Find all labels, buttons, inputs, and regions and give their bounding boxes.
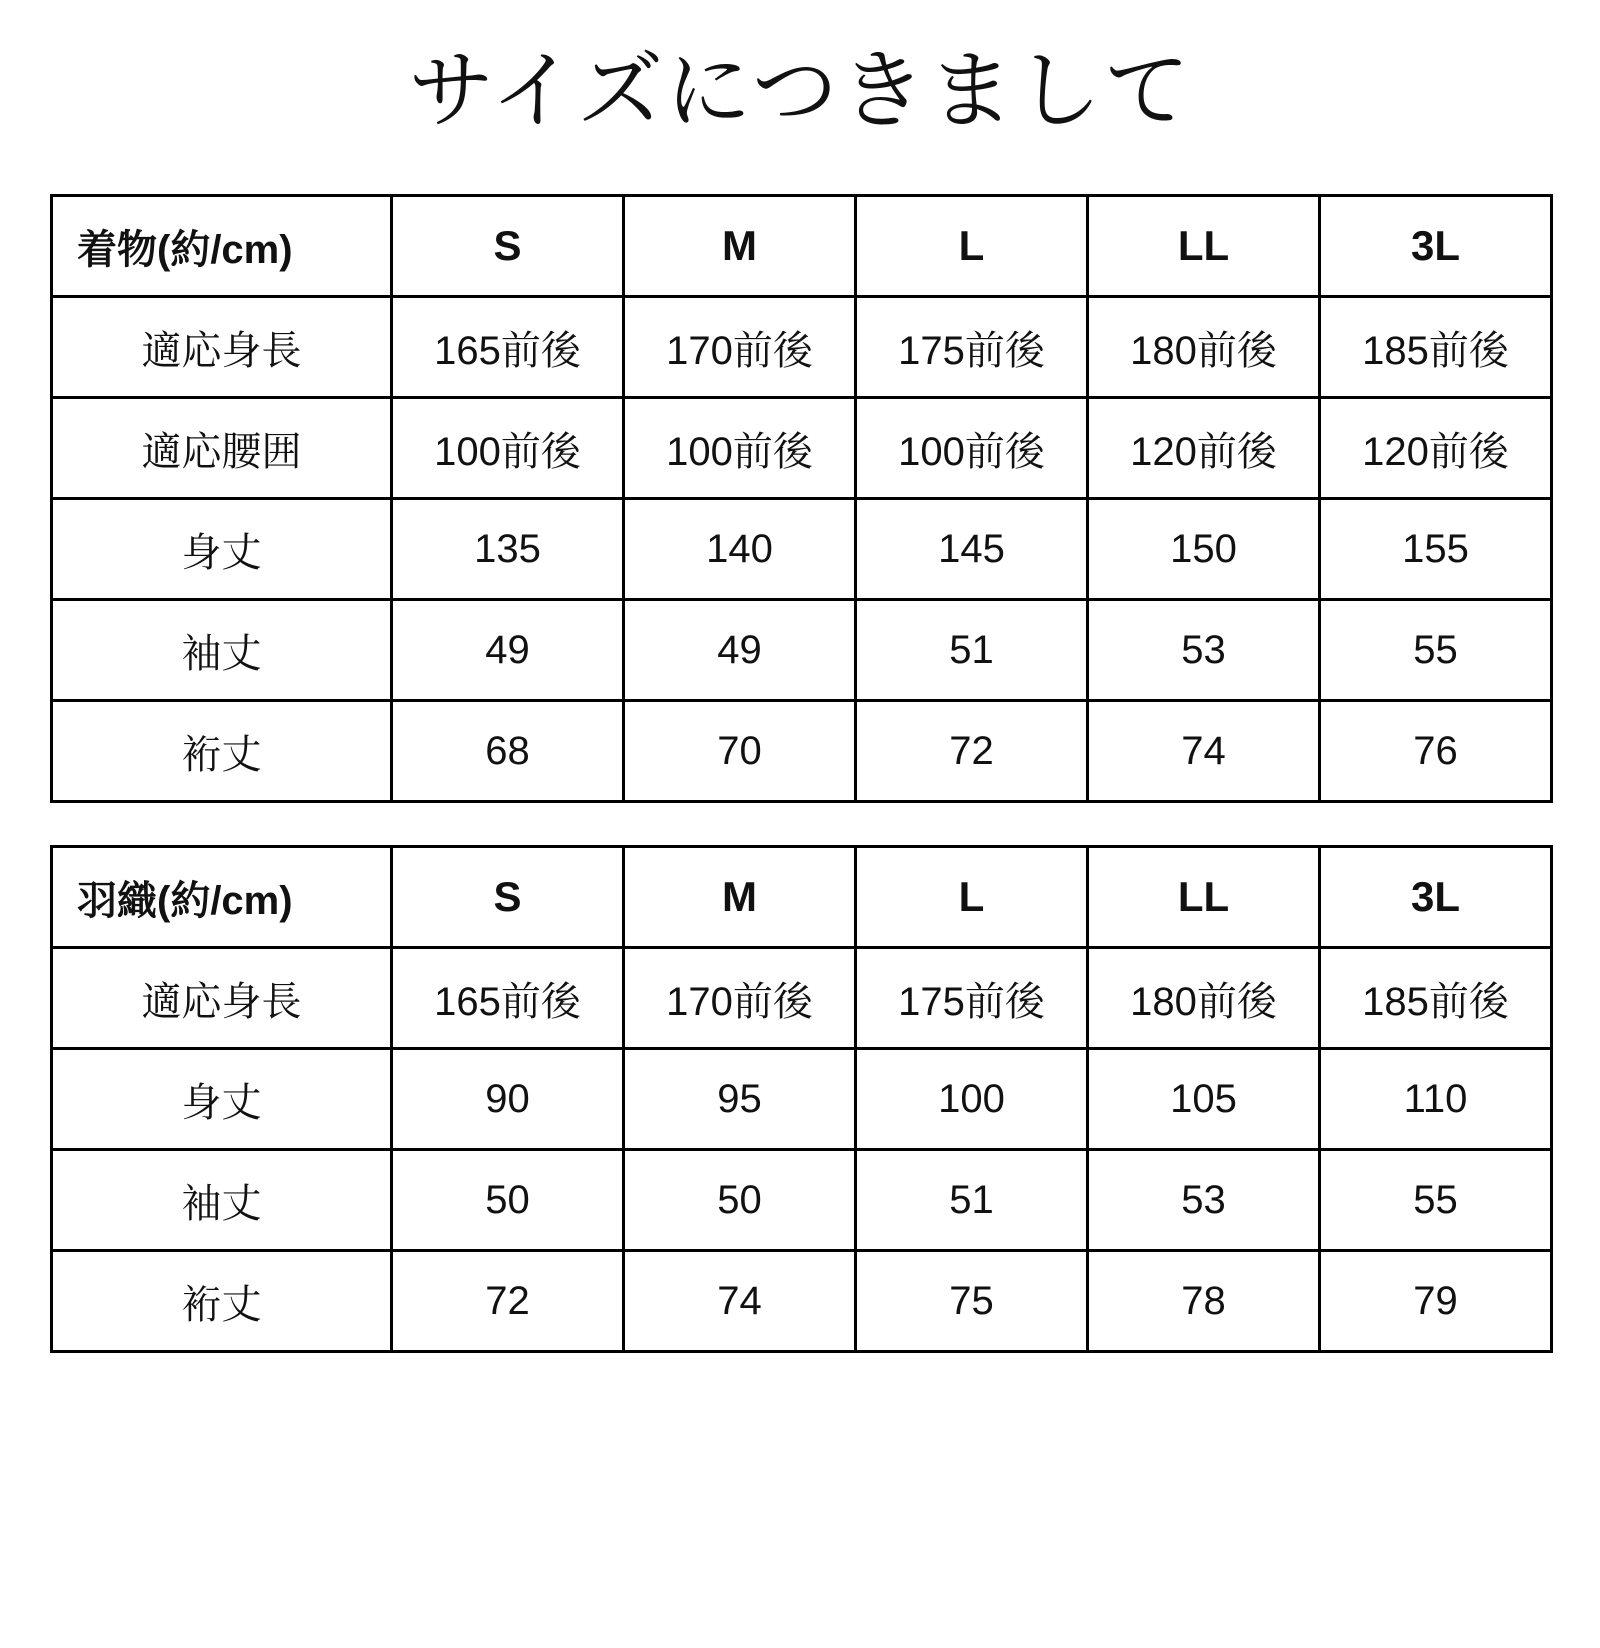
table-cell: 120前後	[1320, 398, 1552, 499]
row-label: 身丈	[52, 499, 392, 600]
table-cell: 165前後	[392, 948, 624, 1049]
row-label: 身丈	[52, 1049, 392, 1150]
table-cell: 105	[1088, 1049, 1320, 1150]
row-label: 適応身長	[52, 297, 392, 398]
table-header-cell-s: S	[392, 847, 624, 948]
table-cell: 51	[856, 600, 1088, 701]
table-cell: 135	[392, 499, 624, 600]
row-label: 袖丈	[52, 600, 392, 701]
table-header-cell-m: M	[624, 196, 856, 297]
table-cell: 55	[1320, 600, 1552, 701]
table-row	[52, 701, 1552, 802]
table-header-cell-3l: 3L	[1320, 847, 1552, 948]
table-cell: 72	[392, 1251, 624, 1352]
table-cell: 185前後	[1320, 297, 1552, 398]
table-cell: 75	[856, 1251, 1088, 1352]
table-cell: 175前後	[856, 297, 1088, 398]
table-header-cell-category: 着物(約/cm)	[52, 196, 392, 297]
table-cell: 76	[1320, 701, 1552, 802]
kimono-table-wrapper	[50, 194, 1550, 803]
table-cell: 70	[624, 701, 856, 802]
table-cell: 145	[856, 499, 1088, 600]
table-spacer	[0, 803, 1600, 845]
row-label: 裄丈	[52, 1251, 392, 1352]
table-cell: 49	[624, 600, 856, 701]
table-cell: 78	[1088, 1251, 1320, 1352]
table-cell: 180前後	[1088, 948, 1320, 1049]
table-cell: 74	[624, 1251, 856, 1352]
table-header-cell-ll: LL	[1088, 196, 1320, 297]
table-cell: 110	[1320, 1049, 1552, 1150]
table-cell: 72	[856, 701, 1088, 802]
table-cell: 51	[856, 1150, 1088, 1251]
table-cell: 53	[1088, 600, 1320, 701]
table-row	[52, 1049, 1552, 1150]
haori-size-table	[50, 845, 1553, 1353]
table-cell: 100前後	[624, 398, 856, 499]
table-cell: 140	[624, 499, 856, 600]
table-row	[52, 499, 1552, 600]
table-cell: 100前後	[856, 398, 1088, 499]
table-row	[52, 398, 1552, 499]
table-cell: 170前後	[624, 297, 856, 398]
haori-table-wrapper	[50, 845, 1550, 1353]
table-header-cell-s: S	[392, 196, 624, 297]
table-header-cell-3l: 3L	[1320, 196, 1552, 297]
table-header-cell-m: M	[624, 847, 856, 948]
page-title: サイズにつきまして	[408, 43, 1192, 139]
table-cell: 55	[1320, 1150, 1552, 1251]
table-row	[52, 600, 1552, 701]
table-cell: 49	[392, 600, 624, 701]
row-label: 適応腰囲	[52, 398, 392, 499]
table-cell: 68	[392, 701, 624, 802]
table-row	[52, 1251, 1552, 1352]
row-label: 適応身長	[52, 948, 392, 1049]
table-header-cell-l: L	[856, 847, 1088, 948]
table-header-row	[52, 196, 1552, 297]
table-cell: 100	[856, 1049, 1088, 1150]
table-cell: 165前後	[392, 297, 624, 398]
table-cell: 53	[1088, 1150, 1320, 1251]
table-header-row	[52, 847, 1552, 948]
table-row	[52, 948, 1552, 1049]
table-cell: 185前後	[1320, 948, 1552, 1049]
table-cell: 180前後	[1088, 297, 1320, 398]
table-cell: 50	[392, 1150, 624, 1251]
table-cell: 155	[1320, 499, 1552, 600]
table-cell: 175前後	[856, 948, 1088, 1049]
table-cell: 79	[1320, 1251, 1552, 1352]
row-label: 裄丈	[52, 701, 392, 802]
table-header-cell-category: 羽織(約/cm)	[52, 847, 392, 948]
table-header-cell-l: L	[856, 196, 1088, 297]
kimono-size-table	[50, 194, 1553, 803]
table-cell: 100前後	[392, 398, 624, 499]
table-row	[52, 297, 1552, 398]
table-cell: 74	[1088, 701, 1320, 802]
table-cell: 50	[624, 1150, 856, 1251]
table-row	[52, 1150, 1552, 1251]
table-cell: 170前後	[624, 948, 856, 1049]
table-header-cell-ll: LL	[1088, 847, 1320, 948]
table-cell: 90	[392, 1049, 624, 1150]
table-cell: 150	[1088, 499, 1320, 600]
size-chart-page	[0, 43, 1600, 1648]
table-cell: 120前後	[1088, 398, 1320, 499]
table-cell: 95	[624, 1049, 856, 1150]
row-label: 袖丈	[52, 1150, 392, 1251]
